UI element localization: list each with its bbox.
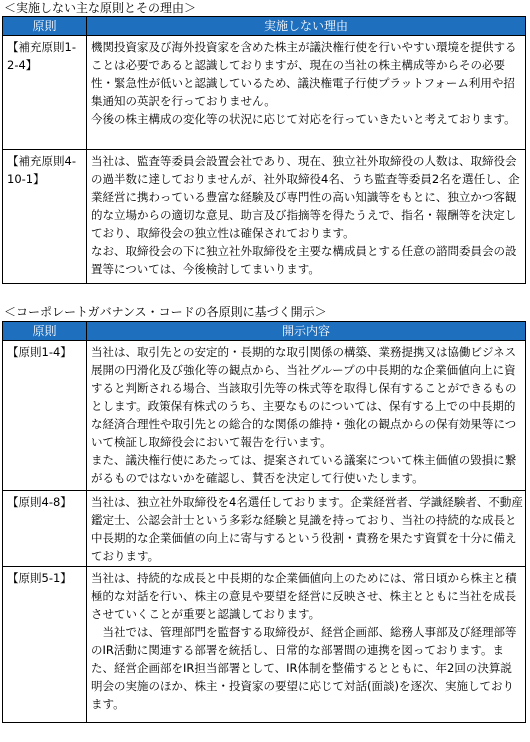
header-content: 開示内容: [87, 322, 526, 341]
reason-cell: [87, 36, 526, 150]
principle-label: 【補充原則1-2-4】: [7, 40, 76, 72]
reason-paragraph: 今後の株主構成の変化等の状況に応じて対応を行っていきたいと考えております。: [91, 112, 516, 126]
content-paragraph: 当社は、取引先との安定的・長期的な取引関係の構築、業務提携又は協働ビジネス展開の円滑化及び強化等の観点から、当社グループの中長期的な企業価値向上に資すると判断される場合、当該取引先等の株式等を取得し保有することができるものとします。政策保有株式のうち、主要なものについては、保有する上での中長期的な経済合理性や取引先との総合的な関係の維持・強化の観点からの保有効果等について検証し取締役会において報告を行います。: [91, 345, 517, 449]
section-title-disclosure: ＜コーポレートガバナンス・コードの各原則に基づく開示＞: [4, 305, 327, 319]
table-row: [3, 150, 526, 284]
table-header-row: [3, 17, 526, 36]
table-row: [3, 567, 526, 723]
content-paragraph: 当社は、持続的な成長と中長期的な企業価値向上のためには、常日頃から株主と積極的な対話を行い、株主の意見や要望を経営に反映させ、株主とともに当社を成長させていくことが重要と認識しております。: [91, 571, 517, 621]
content-paragraph: 当社は、独立社外取締役を4名選任しております。企業経営者、学識経験者、不動産鑑定士、公認会計士という多彩な経験と見識を持っており、当社の持続的な成長と中長期的な企業価値の向上に寄与するという役割・責務を果たす資質を十分に備えております。: [91, 495, 523, 563]
table-header-row: [3, 322, 526, 341]
principle-cell: [3, 150, 87, 284]
content-cell: [87, 491, 526, 567]
section-title-non-compliance: ＜実施しない主な原則とその理由＞: [4, 1, 197, 15]
non-compliance-table: [2, 16, 526, 284]
principle-cell: [3, 567, 87, 723]
principle-cell: [3, 36, 87, 150]
principle-label: 【原則4-8】: [7, 495, 72, 509]
disclosure-table: [2, 321, 526, 723]
table-row: [3, 341, 526, 491]
principle-cell: [3, 491, 87, 567]
content-paragraph: また、議決権行使にあたっては、提案されている議案について株主価値の毀損に繋がるものではないかを確認し、賛否を決定して行使いたします。: [91, 453, 517, 485]
table-row: [3, 36, 526, 150]
reason-paragraph: 当社は、監査等委員会設置会社であり、現在、独立社外取締役の人数は、取締役会の過半数に達しておりませんが、社外取締役4名、うち監査等委員2名を選任し、企業経営に携わっている豊富な経験及び専門性の高い知識等をもとに、独立かつ客観的な立場からの適切な意見、助言及び指摘等を得たうえで、指名・報酬等を決定しており、取締役会の独立性は確保されております。: [91, 154, 520, 240]
reason-cell: [87, 150, 526, 284]
content-paragraph: 当社では、管理部門を監督する取締役が、経営企画部、総務人事部及び経理部等のIR活動に関連する部署を統括し、日常的な部署間の連携を図っております。また、経営企画部をIR担当部署として、IR体制を整備するとともに、年2回の決算説明会の実施のほか、株主・投資家の要望に応じて対話(面談)を逐次、実施しております。: [91, 625, 517, 711]
reason-paragraph: なお、取締役会の下に独立社外取締役を主要な構成員とする任意の諮問委員会の設置等については、今後検討してまいります。: [91, 244, 517, 276]
principle-label: 【原則5-1】: [7, 571, 72, 585]
content-cell: [87, 567, 526, 723]
reason-paragraph: 機関投資家及び海外投資家を含めた株主が議決権行使を行いやすい環境を提供することは必要であると認識しておりますが、現在の当社の株主構成等からその必要性・緊急性が低いと認識しているため、議決権電子行使プラットフォーム利用や招集通知の英訳を行っておりません。: [91, 40, 517, 108]
header-principle: 原則: [3, 322, 87, 341]
header-reason: 実施しない理由: [87, 17, 526, 36]
principle-label: 【補充原則4-10-1】: [7, 154, 76, 186]
header-principle: 原則: [3, 17, 87, 36]
content-cell: [87, 341, 526, 491]
table-row: [3, 491, 526, 567]
principle-cell: [3, 341, 87, 491]
principle-label: 【原則1-4】: [7, 345, 72, 359]
